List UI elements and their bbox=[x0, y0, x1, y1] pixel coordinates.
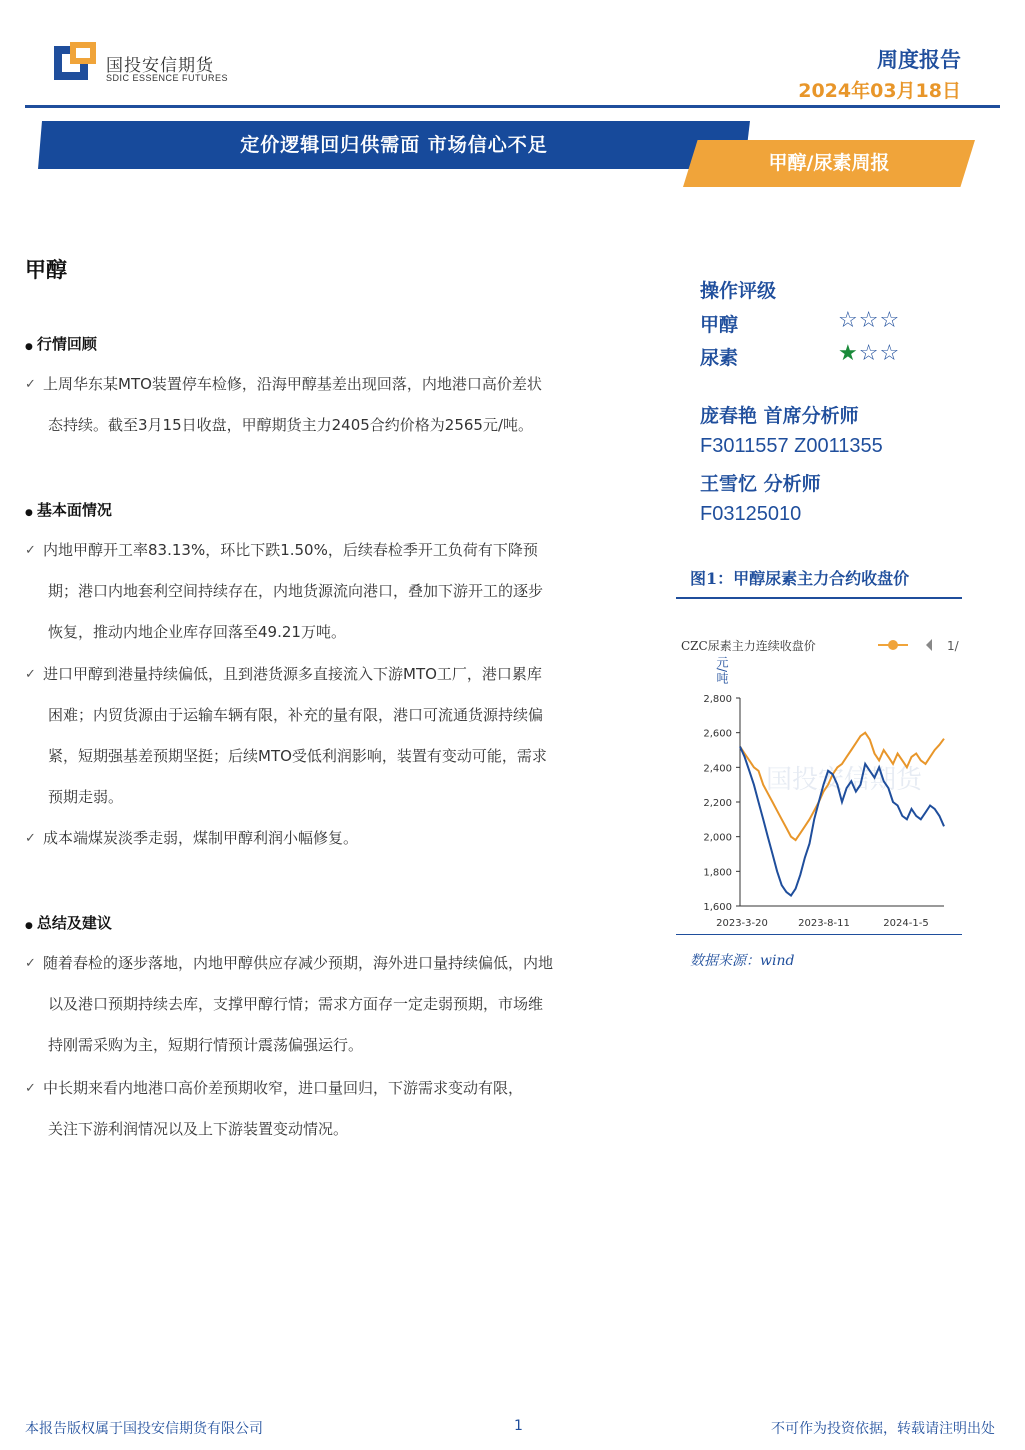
star-empty-icon: ☆ bbox=[879, 308, 901, 333]
bullet-line: 预期走弱。 bbox=[48, 788, 124, 806]
report-title: 定价逻辑回归供需面 市场信心不足 bbox=[240, 134, 548, 156]
report-subtitle: 甲醇/尿素周报 bbox=[768, 152, 890, 174]
y-tick-label: 1,600 bbox=[703, 902, 732, 913]
bullet-icon: ● bbox=[25, 508, 33, 518]
bullet-item bbox=[25, 943, 615, 1066]
legend-marker bbox=[888, 640, 898, 650]
analyst-name: 庞春艳 首席分析师 bbox=[700, 405, 859, 427]
bullet-line: 恢复，推动内地企业库存回落至49.21万吨。 bbox=[48, 623, 346, 641]
bullet-item bbox=[25, 1068, 615, 1150]
y-tick-label: 1,800 bbox=[703, 867, 732, 879]
checkmark-icon: ✓ bbox=[25, 543, 36, 558]
chart-lines bbox=[740, 733, 944, 896]
section-heading bbox=[25, 912, 112, 933]
checkmark-icon: ✓ bbox=[25, 667, 36, 682]
x-tick-label: 2023-3-20 bbox=[716, 918, 768, 929]
bullet-item bbox=[25, 654, 615, 818]
report-date: 2024年03月18日 bbox=[798, 80, 961, 102]
y-tick-label: 2,200 bbox=[703, 798, 732, 809]
bullet-line: 随着春检的逐步落地，内地甲醇供应存减少预期，海外进口量持续偏低，内地 bbox=[43, 954, 554, 972]
y-tick-label: 2,000 bbox=[703, 832, 732, 844]
section-heading-text: 基本面情况 bbox=[36, 501, 112, 519]
header-divider bbox=[25, 105, 1000, 108]
company-name-cn: 国投安信期货 bbox=[106, 56, 214, 76]
x-tick-label: 2023-8-11 bbox=[798, 918, 850, 929]
price-line-chart bbox=[676, 630, 966, 930]
legend-page-indicator: 1/ bbox=[947, 639, 959, 653]
report-type: 周度报告 bbox=[877, 48, 961, 72]
figure-title: 图1：甲醇尿素主力合约收盘价 bbox=[690, 569, 910, 588]
bullet-line: 紧，短期强基差预期坚挺；后续MTO受低利润影响，装置有变动可能，需求 bbox=[48, 747, 547, 765]
bullet-icon: ● bbox=[25, 921, 33, 931]
star-empty-icon: ☆ bbox=[879, 341, 901, 366]
section-heading bbox=[25, 333, 97, 354]
star-filled-icon: ★ bbox=[838, 341, 859, 366]
footer-copyright: 本报告版权属于国投安信期货有限公司 bbox=[25, 1421, 263, 1437]
bullet-line: 关注下游利润情况以及上下游装置变动情况。 bbox=[48, 1120, 349, 1138]
y-axis-unit: 元/吨 bbox=[715, 656, 729, 685]
bullet-line: 态持续。截至3月15日收盘，甲醇期货主力2405合约价格为2565元/吨。 bbox=[48, 416, 534, 434]
rating-stars-urea bbox=[838, 341, 900, 366]
figure-bottom-rule bbox=[676, 934, 962, 935]
rating-stars-methanol bbox=[838, 308, 900, 333]
y-tick-label: 2,600 bbox=[703, 728, 732, 740]
bullet-line: 期；港口内地套利空间持续存在，内地货源流向港口，叠加下游开工的逐步 bbox=[48, 582, 544, 600]
bullet-item bbox=[25, 364, 615, 446]
legend-prev-arrow-icon[interactable] bbox=[926, 639, 932, 651]
figure-top-rule bbox=[676, 597, 962, 599]
chart-axes bbox=[703, 694, 944, 929]
chart-watermark: 国投安信期货 bbox=[766, 765, 923, 795]
footer-disclaimer: 不可作为投资依据，转载请注明出处 bbox=[771, 1421, 995, 1437]
analyst-code: F03125010 bbox=[700, 503, 802, 525]
bullet-line: 中长期来看内地港口高价差预期收窄，进口量回归，下游需求变动有限， bbox=[43, 1079, 524, 1097]
x-tick-label: 2024-1-5 bbox=[883, 918, 929, 929]
y-tick-label: 2,800 bbox=[703, 694, 732, 705]
checkmark-icon: ✓ bbox=[25, 1081, 36, 1096]
analyst-name: 王雪忆 分析师 bbox=[700, 473, 821, 495]
star-empty-icon: ☆ bbox=[858, 341, 880, 366]
checkmark-icon: ✓ bbox=[25, 377, 36, 392]
section-heading-text: 总结及建议 bbox=[36, 914, 112, 932]
bullet-line: 上周华东某MTO装置停车检修，沿海甲醇基差出现回落，内地港口高价差状 bbox=[43, 375, 542, 393]
bullet-line: 困难；内贸货源由于运输车辆有限，补充的量有限，港口可流通货源持续偏 bbox=[48, 706, 544, 724]
bullet-line: 内地甲醇开工率83.13%，环比下跌1.50%，后续春检季开工负荷有下降预 bbox=[43, 541, 538, 559]
checkmark-icon: ✓ bbox=[25, 956, 36, 971]
bullet-line: 进口甲醇到港量持续偏低，且到港货源多直接流入下游MTO工厂，港口累库 bbox=[43, 665, 542, 683]
rating-label-methanol: 甲醇 bbox=[700, 314, 739, 336]
section-title: 甲醇 bbox=[25, 258, 67, 282]
company-name-en: SDIC ESSENCE FUTURES bbox=[106, 73, 229, 83]
chart-legend-label: CZC尿素主力连续收盘价 bbox=[681, 639, 816, 653]
section-heading-text: 行情回顾 bbox=[36, 335, 97, 353]
y-tick-label: 2,400 bbox=[703, 763, 732, 775]
star-empty-icon: ☆ bbox=[858, 308, 880, 333]
section-heading bbox=[25, 499, 112, 520]
bullet-line: 成本端煤炭淡季走弱，煤制甲醇利润小幅修复。 bbox=[43, 829, 359, 847]
bullet-item bbox=[25, 818, 615, 859]
bullet-line: 持刚需采购为主，短期行情预计震荡偏强运行。 bbox=[48, 1036, 364, 1054]
page-number: 1 bbox=[514, 1418, 523, 1434]
bullet-line: 以及港口预期持续去库，支撑甲醇行情；需求方面存一定走弱预期，市场维 bbox=[48, 995, 544, 1013]
analyst-code: F3011557 Z0011355 bbox=[700, 435, 883, 457]
company-logo bbox=[54, 42, 98, 82]
rating-title: 操作评级 bbox=[700, 280, 777, 302]
bullet-icon: ● bbox=[25, 342, 33, 352]
star-empty-icon: ☆ bbox=[838, 308, 859, 333]
checkmark-icon: ✓ bbox=[25, 831, 36, 846]
bullet-item bbox=[25, 530, 615, 653]
figure-source: 数据来源：wind bbox=[690, 953, 795, 969]
rating-label-urea: 尿素 bbox=[700, 347, 739, 369]
